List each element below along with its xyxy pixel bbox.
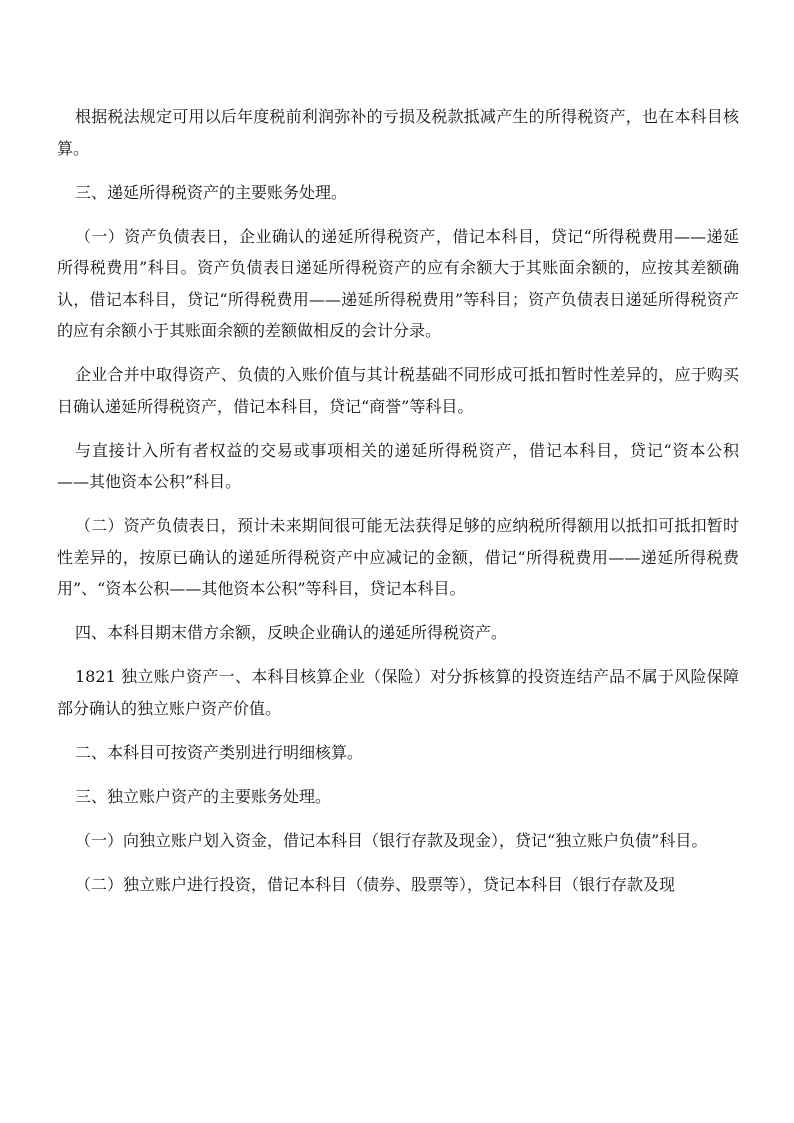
paragraph-10: 三、独立账户资产的主要账务处理。: [75, 786, 332, 806]
paragraph-4: 企业合并中取得资产、负债的入账价值与其计税基础不同形成可抵扣暂时性差异的，应于购买日确认递延所得税资产，借记本科目，贷记“商誉”等科目。: [57, 365, 739, 416]
paragraph-8: 1821 独立账户资产一、本科目核算企业（保险）对分拆核算的投资连结产品不属于风险保障部分确认的独立账户资产价值。: [57, 667, 739, 718]
paragraph-1: 根据税法规定可用以后年度税前利润弥补的亏损及税款抵减产生的所得税资产，也在本科目核算。: [57, 107, 739, 158]
paragraph-9: 二、本科目可按资产类别进行明细核算。: [75, 742, 364, 762]
paragraph-6: （二）资产负债表日，预计未来期间很可能无法获得足够的应纳税所得额用以抵扣可抵扣暂时性差异的，按原已确认的递延所得税资产中应减记的金额，借记“所得税费用——递延所得税费用”、“资本公积——其他资本公积”等科目，贷记本科目。: [57, 516, 739, 598]
paragraph-11: （一）向独立账户划入资金，借记本科目（银行存款及现金），贷记“独立账户负债”科目。: [75, 830, 708, 850]
paragraph-2: 三、递延所得税资产的主要账务处理。: [75, 182, 348, 202]
document-body: [57, 101, 739, 913]
paragraph-3: （一）资产负债表日，企业确认的递延所得税资产，借记本科目，贷记“所得税费用——递延所得税费用”科目。资产负债表日递延所得税资产的应有余额大于其账面余额的，应按其差额确认，借记本科目，贷记“所得税费用——递延所得税费用”等科目；资产负债表日递延所得税资产的应有余额小于其账面余额的差额做相反的会计分录。: [57, 226, 739, 340]
paragraph-7: 四、本科目期末借方余额，反映企业确认的递延所得税资产。: [75, 623, 508, 642]
paragraph-12: （二）独立账户进行投资，借记本科目（债券、股票等），贷记本科目（银行存款及现: [75, 874, 676, 894]
paragraph-5: 与直接计入所有者权益的交易或事项相关的递延所得税资产，借记本科目，贷记“资本公积——其他资本公积”科目。: [57, 440, 739, 491]
